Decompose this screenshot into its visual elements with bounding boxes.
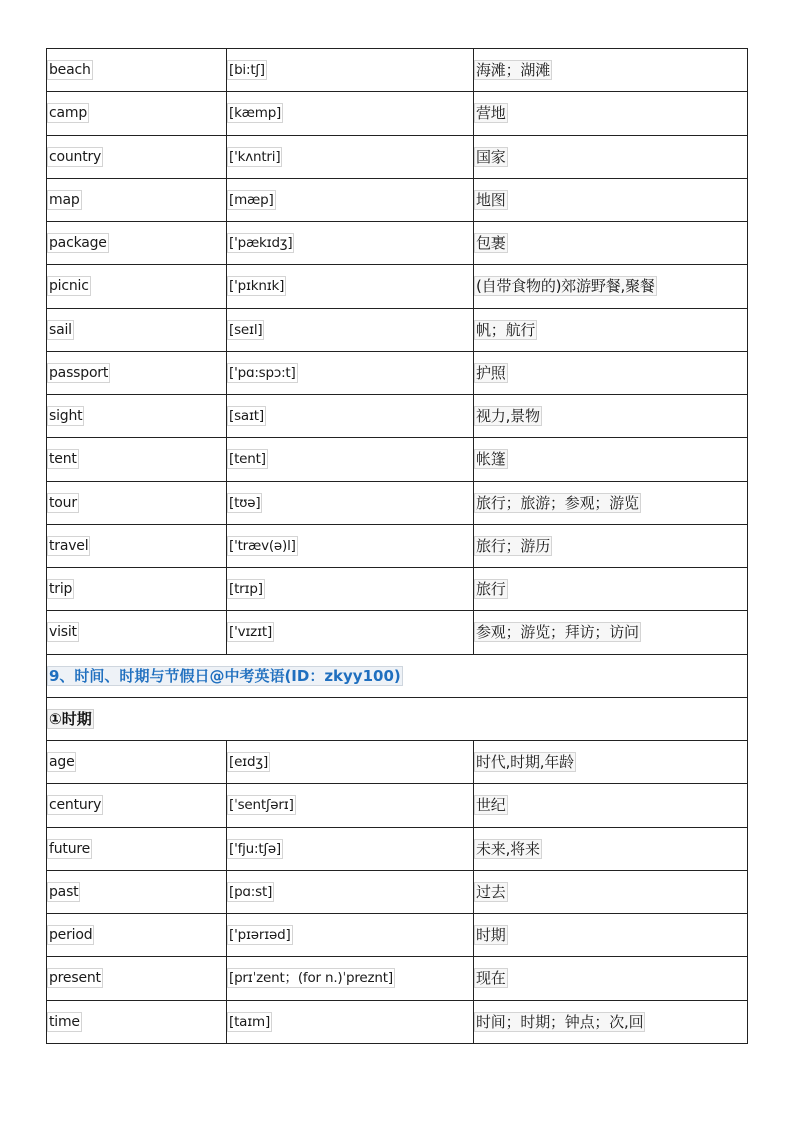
- meaning-text: 时期: [476, 926, 506, 945]
- subsection-header-cell: [47, 697, 748, 740]
- word-cell: [47, 957, 227, 1000]
- phonetic-text: ['pɑ:spɔ:t]: [229, 364, 296, 381]
- phonetic-cell: [227, 395, 474, 438]
- phonetic-text: ['træv(ə)l]: [229, 537, 296, 554]
- meaning-text: 护照: [476, 363, 506, 382]
- phonetic-cell: [227, 265, 474, 308]
- table-row: [47, 784, 748, 827]
- meaning-cell: [474, 524, 748, 567]
- word-text: package: [49, 235, 107, 252]
- vocabulary-table: [46, 48, 748, 1044]
- meaning-text: 过去: [476, 882, 506, 901]
- phonetic-text: [pɑ:st]: [229, 883, 273, 900]
- word-cell: [47, 1000, 227, 1043]
- meaning-text: 旅行；游历: [476, 536, 551, 555]
- phonetic-text: ['pɪknɪk]: [229, 278, 285, 295]
- phonetic-text: [trɪp]: [229, 581, 263, 598]
- word-cell: [47, 568, 227, 611]
- word-text: visit: [49, 624, 77, 641]
- section-header-row: [47, 654, 748, 697]
- word-cell: [47, 827, 227, 870]
- word-cell: [47, 222, 227, 265]
- meaning-cell: [474, 178, 748, 221]
- meaning-text: 旅行；旅游；参观；游览: [476, 493, 639, 512]
- phonetic-text: ['kʌntri]: [229, 148, 281, 165]
- meaning-cell: [474, 568, 748, 611]
- meaning-cell: [474, 1000, 748, 1043]
- phonetic-text: ['fju:tʃə]: [229, 840, 281, 857]
- meaning-text: 国家: [476, 147, 506, 166]
- phonetic-text: ['pækɪdʒ]: [229, 235, 293, 252]
- meaning-cell: [474, 481, 748, 524]
- word-cell: [47, 92, 227, 135]
- phonetic-cell: [227, 611, 474, 654]
- word-cell: [47, 308, 227, 351]
- meaning-cell: [474, 135, 748, 178]
- phonetic-cell: [227, 870, 474, 913]
- phonetic-cell: [227, 741, 474, 784]
- phonetic-text: [kæmp]: [229, 105, 282, 122]
- table-row: [47, 741, 748, 784]
- table-row: [47, 568, 748, 611]
- table-row: [47, 222, 748, 265]
- word-cell: [47, 481, 227, 524]
- word-cell: [47, 741, 227, 784]
- phonetic-cell: [227, 914, 474, 957]
- phonetic-cell: [227, 135, 474, 178]
- phonetic-cell: [227, 568, 474, 611]
- word-cell: [47, 611, 227, 654]
- word-text: time: [49, 1013, 80, 1030]
- word-cell: [47, 178, 227, 221]
- word-text: camp: [49, 105, 88, 122]
- phonetic-cell: [227, 308, 474, 351]
- meaning-text: 世纪: [476, 796, 506, 815]
- subsection-header-row: [47, 697, 748, 740]
- meaning-text: 海滩；湖滩: [476, 61, 551, 80]
- meaning-cell: [474, 265, 748, 308]
- phonetic-cell: [227, 222, 474, 265]
- word-text: tent: [49, 451, 77, 468]
- table-row: [47, 481, 748, 524]
- word-text: beach: [49, 62, 91, 79]
- phonetic-cell: [227, 481, 474, 524]
- word-cell: [47, 351, 227, 394]
- meaning-cell: [474, 870, 748, 913]
- meaning-text: 营地: [476, 104, 506, 123]
- table-row: [47, 957, 748, 1000]
- meaning-cell: [474, 351, 748, 394]
- word-text: past: [49, 883, 79, 900]
- meaning-cell: [474, 438, 748, 481]
- word-text: picnic: [49, 278, 89, 295]
- table-row: [47, 438, 748, 481]
- meaning-cell: [474, 611, 748, 654]
- table-row: [47, 1000, 748, 1043]
- meaning-text: 地图: [476, 190, 506, 209]
- phonetic-cell: [227, 178, 474, 221]
- word-cell: [47, 524, 227, 567]
- phonetic-text: [seɪl]: [229, 321, 263, 338]
- table-row: [47, 135, 748, 178]
- phonetic-text: ['vɪzɪt]: [229, 624, 273, 641]
- meaning-cell: [474, 222, 748, 265]
- table-row: [47, 870, 748, 913]
- meaning-text: 参观；游览；拜访；访问: [476, 623, 639, 642]
- table-row: [47, 351, 748, 394]
- meaning-text: (自带食物的)郊游野餐,聚餐: [476, 277, 655, 296]
- phonetic-text: [prɪˈzent；(for n.)ˈpreznt]: [229, 970, 393, 987]
- word-cell: [47, 135, 227, 178]
- meaning-text: 未来,将来: [476, 839, 540, 858]
- table-row: [47, 827, 748, 870]
- word-cell: [47, 395, 227, 438]
- meaning-text: 包裹: [476, 234, 506, 253]
- meaning-cell: [474, 49, 748, 92]
- meaning-cell: [474, 741, 748, 784]
- word-text: age: [49, 754, 75, 771]
- table-row: [47, 178, 748, 221]
- phonetic-text: [taɪm]: [229, 1013, 271, 1030]
- meaning-cell: [474, 308, 748, 351]
- table-row: [47, 914, 748, 957]
- word-text: sail: [49, 321, 72, 338]
- phonetic-cell: [227, 524, 474, 567]
- meaning-text: 视力,景物: [476, 407, 540, 426]
- meaning-cell: [474, 395, 748, 438]
- phonetic-cell: [227, 438, 474, 481]
- meaning-text: 时代,时期,年龄: [476, 753, 574, 772]
- table-row: [47, 265, 748, 308]
- phonetic-text: [ˈsentʃərɪ]: [229, 797, 294, 814]
- word-text: map: [49, 191, 80, 208]
- meaning-cell: [474, 827, 748, 870]
- subsection-title: ①时期: [49, 709, 92, 728]
- word-text: tour: [49, 494, 77, 511]
- phonetic-cell: [227, 351, 474, 394]
- word-cell: [47, 265, 227, 308]
- word-text: passport: [49, 364, 109, 381]
- phonetic-cell: [227, 957, 474, 1000]
- word-text: sight: [49, 408, 83, 425]
- word-cell: [47, 870, 227, 913]
- phonetic-cell: [227, 827, 474, 870]
- phonetic-text: [saɪt]: [229, 408, 264, 425]
- word-text: country: [49, 148, 102, 165]
- phonetic-text: [tent]: [229, 451, 266, 468]
- phonetic-text: [bi:tʃ]: [229, 62, 265, 79]
- word-cell: [47, 784, 227, 827]
- meaning-cell: [474, 92, 748, 135]
- table-row: [47, 308, 748, 351]
- phonetic-cell: [227, 784, 474, 827]
- word-cell: [47, 438, 227, 481]
- table-row: [47, 49, 748, 92]
- table-row: [47, 395, 748, 438]
- section-header-cell: [47, 654, 748, 697]
- meaning-text: 帐篷: [476, 450, 506, 469]
- word-text: century: [49, 797, 102, 814]
- meaning-text: 现在: [476, 969, 506, 988]
- meaning-cell: [474, 914, 748, 957]
- phonetic-cell: [227, 49, 474, 92]
- word-text: present: [49, 970, 101, 987]
- phonetic-cell: [227, 1000, 474, 1043]
- table-row: [47, 611, 748, 654]
- meaning-text: 帆；航行: [476, 320, 536, 339]
- table-row: [47, 524, 748, 567]
- table-row: [47, 92, 748, 135]
- word-text: trip: [49, 581, 73, 598]
- phonetic-text: [tʊə]: [229, 494, 261, 511]
- meaning-text: 旅行: [476, 580, 506, 599]
- phonetic-text: ['pɪərɪəd]: [229, 927, 291, 944]
- word-text: period: [49, 927, 93, 944]
- word-text: future: [49, 840, 91, 857]
- meaning-text: 时间；时期；钟点；次,回: [476, 1012, 644, 1031]
- section-title: 9、时间、时期与节假日@中考英语(ID：zkyy100): [49, 666, 401, 685]
- word-cell: [47, 914, 227, 957]
- word-cell: [47, 49, 227, 92]
- meaning-cell: [474, 957, 748, 1000]
- word-text: travel: [49, 537, 89, 554]
- phonetic-text: [eɪdʒ]: [229, 754, 269, 771]
- meaning-cell: [474, 784, 748, 827]
- phonetic-cell: [227, 92, 474, 135]
- phonetic-text: [mæp]: [229, 191, 274, 208]
